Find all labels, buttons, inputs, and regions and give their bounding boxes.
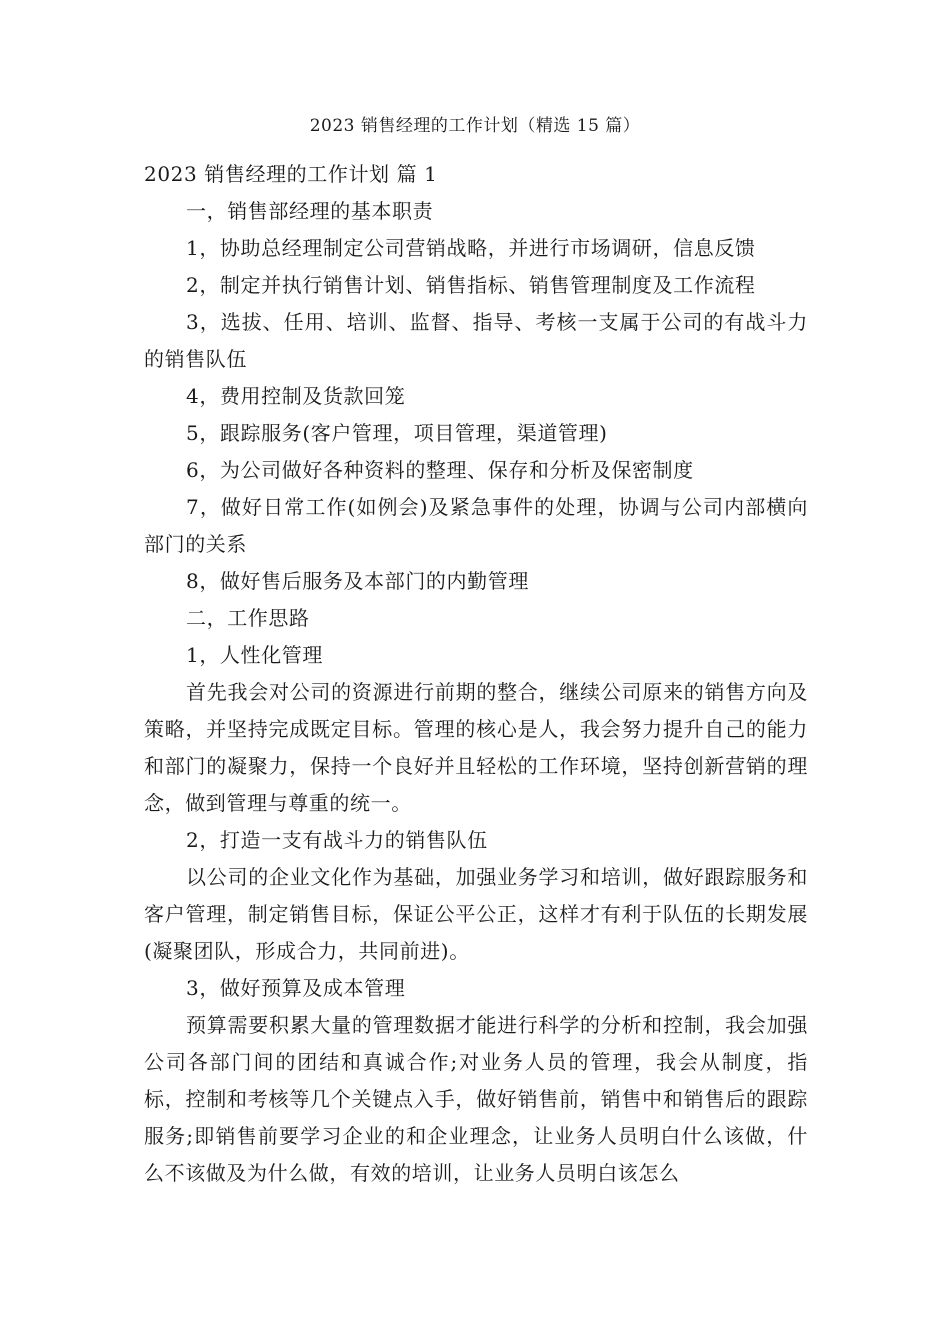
paragraph: 1，人性化管理 <box>186 643 323 667</box>
paragraph: 首先我会对公司的资源进行前期的整合，继续公司原来的销售方向及策略，并坚持完成既定目标。管理的核心是人，我会努力提升自己的能力和部门的凝聚力，保持一个良好并且轻松的工作环境，坚持创新营销的理念，做到管理与尊重的统一。 <box>144 680 808 815</box>
paragraph: 以公司的企业文化作为基础，加强业务学习和培训，做好跟踪服务和客户管理，制定销售目标，保证公平公正，这样才有利于队伍的长期发展(凝聚团队，形成合力，共同前进)。 <box>144 865 808 963</box>
paragraph: 2，制定并执行销售计划、销售指标、销售管理制度及工作流程 <box>186 273 756 297</box>
paragraph: 4，费用控制及货款回笼 <box>186 384 406 408</box>
document-body <box>144 156 808 1192</box>
paragraph: 一，销售部经理的基本职责 <box>186 199 434 223</box>
paragraph: 3，做好预算及成本管理 <box>186 976 406 1000</box>
paragraph: 二，工作思路 <box>186 606 310 630</box>
paragraph: 7，做好日常工作(如例会)及紧急事件的处理，协调与公司内部横向部门的关系 <box>144 495 808 556</box>
section-heading: 2023 销售经理的工作计划 篇 1 <box>144 162 438 186</box>
paragraph: 3，选拔、任用、培训、监督、指导、考核一支属于公司的有战斗力的销售队伍 <box>144 310 808 371</box>
paragraph: 1，协助总经理制定公司营销战略，并进行市场调研，信息反馈 <box>186 236 756 260</box>
paragraph: 8，做好售后服务及本部门的内勤管理 <box>186 569 529 593</box>
paragraph: 5，跟踪服务(客户管理，项目管理，渠道管理) <box>186 421 608 445</box>
paragraph: 预算需要积累大量的管理数据才能进行科学的分析和控制，我会加强公司各部门间的团结和真诚合作;对业务人员的管理，我会从制度，指标，控制和考核等几个关键点入手，做好销售前，销售中和销售后的跟踪服务;即销售前要学习企业的和企业理念，让业务人员明白什么该做，什么不该做及为什么做，有效的培训，让业务人员明白该怎么 <box>144 1013 809 1185</box>
document-title: 2023 销售经理的工作计划（精选 15 篇） <box>309 116 641 136</box>
paragraph: 6，为公司做好各种资料的整理、保存和分析及保密制度 <box>186 458 694 482</box>
paragraph: 2，打造一支有战斗力的销售队伍 <box>186 828 488 852</box>
